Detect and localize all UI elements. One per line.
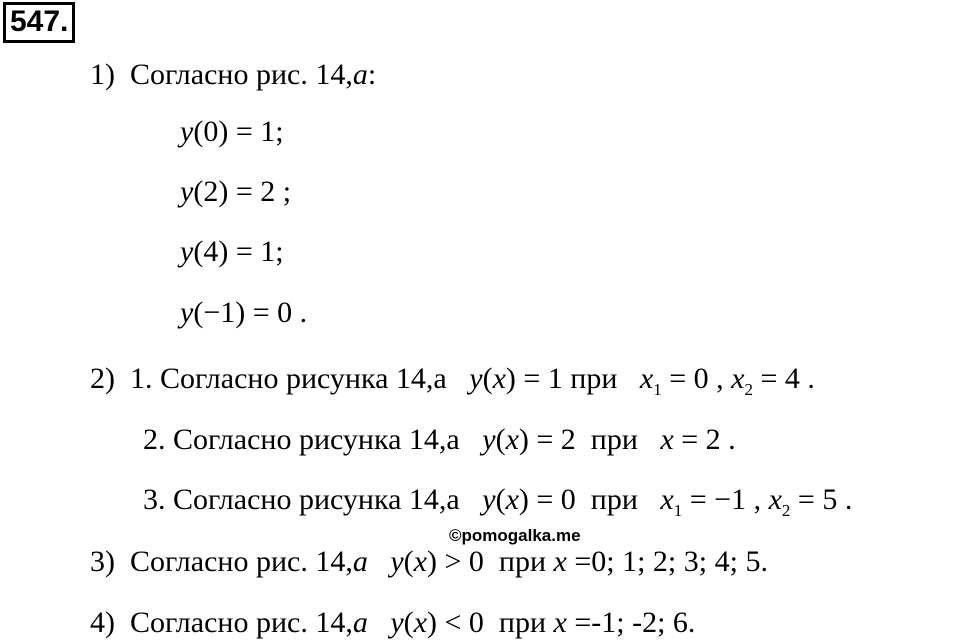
- eq-fn: y: [180, 115, 194, 148]
- part3-line: 3) Согласно рис. 14,a y(x) > 0 при x =0; 1; 2; 3; 4; 5.: [90, 545, 768, 578]
- part3-x: x: [553, 545, 567, 578]
- part2-item-3: 3. Согласно рисунка 14,а y(x) = 0 при $x_1 = -1$ , $x_2 = 5$ .: [143, 483, 853, 520]
- item-eq: = 2 при: [528, 423, 638, 456]
- eq-fn: y: [180, 296, 194, 329]
- cond-val: = 5 .: [790, 483, 853, 516]
- cond-sub: 2: [744, 380, 753, 399]
- part3-text: Согласно рис. 14,: [130, 545, 353, 578]
- part1-label: 1): [90, 58, 115, 91]
- eq-rest: = 1;: [228, 115, 284, 148]
- item-text: 3. Согласно рисунка 14,а: [143, 483, 460, 516]
- item-text: 1. Согласно рисунка 14,а: [130, 362, 447, 395]
- cond-sub: 2: [781, 501, 791, 520]
- item-eq: = 1 при: [515, 362, 618, 395]
- part1-colon: :: [367, 58, 377, 91]
- part4-x: x: [553, 606, 567, 639]
- equation-4: [180, 298, 307, 328]
- problem-number: 547.: [3, 2, 75, 43]
- part3-values: =0; 1; 2; 3; 4; 5.: [566, 545, 768, 578]
- part2-item-2: 2. Согласно рисунка 14,а y(x) = 2 при x = 2 .: [143, 423, 736, 456]
- watermark: ©pomogalka.me: [449, 526, 581, 545]
- eq-rest: = 2 ;: [228, 175, 292, 208]
- part4-values: =-1; -2; 6.: [566, 606, 696, 639]
- cond-val: = 2 .: [673, 423, 736, 456]
- part3-label: 3): [90, 545, 115, 578]
- part4-ineq: < 0 при: [436, 606, 554, 639]
- equation-1: [180, 117, 284, 147]
- cond-var: x: [660, 423, 674, 456]
- eq-fn: y: [180, 175, 194, 208]
- part2-label: 2): [90, 362, 115, 395]
- cond-val: = 0 ,: [661, 362, 724, 395]
- part4-letter: a: [352, 606, 368, 639]
- equation-2: [180, 177, 291, 207]
- equation-3: [180, 237, 284, 267]
- eq-rest: = 0 .: [245, 296, 308, 329]
- part1-heading: [90, 60, 376, 90]
- part1-letter: a: [352, 58, 368, 91]
- cond-val: = −1 ,: [682, 483, 762, 516]
- eq-arg: (4): [193, 235, 229, 268]
- part4-label: 4): [90, 606, 115, 639]
- part3-letter: a: [352, 545, 368, 578]
- item-eq: = 0 при: [528, 483, 638, 516]
- cond-sub: 1: [673, 501, 683, 520]
- part4-line: 4) Согласно рис. 14,a y(x) < 0 при x =-1; -2; 6.: [90, 606, 696, 639]
- cond-sub: 1: [653, 380, 662, 399]
- part4-text: Согласно рис. 14,: [130, 606, 353, 639]
- eq-arg: (0): [193, 115, 229, 148]
- eq-arg: (2): [193, 175, 229, 208]
- eq-fn: y: [180, 235, 194, 268]
- cond-var: x: [639, 362, 654, 395]
- cond-var: x: [660, 483, 674, 516]
- eq-arg: (−1): [193, 296, 246, 329]
- part3-ineq: > 0 при: [436, 545, 554, 578]
- eq-rest: = 1;: [228, 235, 284, 268]
- part1-text: Согласно рис. 14,: [130, 58, 353, 91]
- cond-var: x: [731, 362, 745, 395]
- part2-item-1: 2) 1. Согласно рисунка 14,а y(x) = 1 при $x_1 = 0$ , $x_2 = 4$ .: [90, 362, 815, 399]
- item-text: 2. Согласно рисунка 14,а: [143, 423, 460, 456]
- cond-val: = 4 .: [753, 362, 815, 395]
- cond-var: x: [768, 483, 782, 516]
